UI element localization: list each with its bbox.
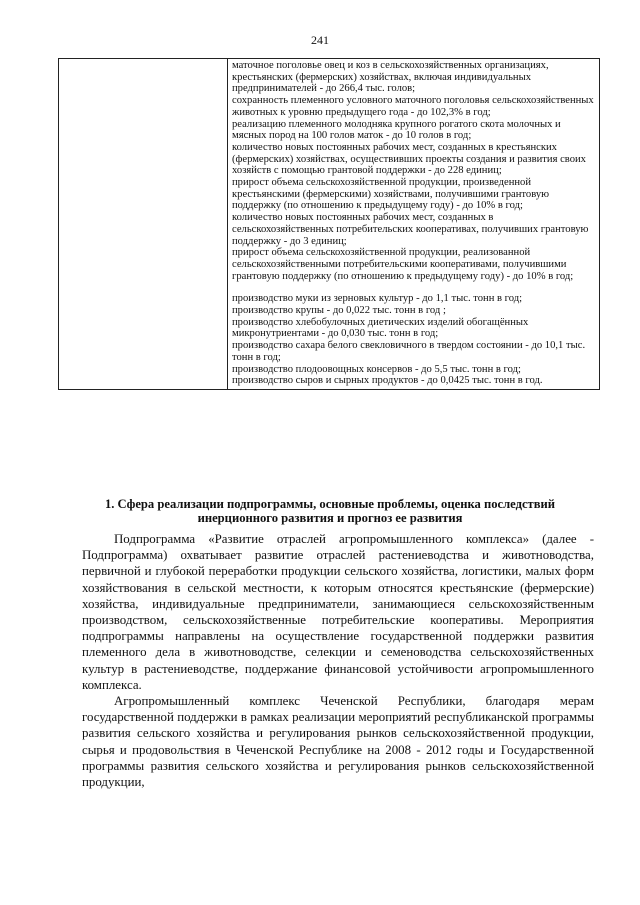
table-paragraph: количество новых постоянных рабочих мест, созданных в сельскохозяйственных потребительских кооперативах, получивших грантовую поддержку - до 3 единиц; bbox=[232, 212, 589, 247]
table-paragraph: производство крупы - до 0,022 тыс. тонн в год ; bbox=[232, 305, 446, 317]
table-paragraph: производство муки из зерновых культур - до 1,1 тыс. тонн в год; bbox=[232, 293, 523, 305]
table-paragraph: производство плодоовощных консервов - до 5,5 тыс. тонн в год; bbox=[232, 363, 521, 375]
indicators-table bbox=[58, 58, 600, 390]
paragraph-gap bbox=[232, 282, 595, 293]
body-paragraph: Агропромышленный комплекс Чеченской Республики, благодаря мерам государственной поддержки в рамках реализации мероприятий республиканской программы развития сельского хозяйства и регулирования рынков сельскохозяйственной продукции, сырья и продовольствия в Чеченской Республике на 2008 - 2012 годы и Государственной программы развития сельского хозяйства и регулирования рынков сельскохозяйственной продукции, bbox=[82, 694, 594, 790]
table-paragraph: производство сахара белого свекловичного в твердом состоянии - до 10,1 тыс. тонн в год; bbox=[232, 340, 586, 363]
body-paragraph: Подпрограмма «Развитие отраслей агропромышленного комплекса» (далее - Подпрограмма) охватывает развитие отраслей растениеводства и животноводства, первичной и глубокой переработки продукции сельского хозяйства, логистики, малых форм хозяйствования в сельской местности, к которым относятся крестьянские (фермерские) хозяйства, индивидуальные предприниматели, занимающиеся сельскохозяйственным производством, сельскохозяйственные потребительские кооперативы. Мероприятия подпрограммы направлены на осуществление государственной поддержки развития племенного дела в животноводстве, селекции и семеноводства сельскохозяйственных культур в растениеводстве, поддержание финансовой устойчивости агропромышленного комплекса. bbox=[82, 532, 594, 692]
table-paragraph: маточное поголовье овец и коз в сельскохозяйственных организациях, крестьянских (фермерских) хозяйствах, включая индивидуальных предпринимателей - до 266,4 тыс. голов; bbox=[232, 60, 549, 95]
body-text bbox=[82, 531, 594, 790]
table-row bbox=[59, 59, 600, 390]
table-paragraph: прирост объема сельскохозяйственной продукции, произведенной крестьянскими (фермерскими) хозяйствами, получившими грантовую поддержку (по отношению к предыдущему году) - до 10% в год; bbox=[232, 177, 550, 212]
section-title: 1. Сфера реализации подпрограммы, основные проблемы, оценка последствий инерционного развития и прогноз ее развития bbox=[104, 497, 556, 525]
table-paragraph: сохранность племенного условного маточного поголовья сельскохозяйственных животных к уровню предыдущего года - до 102,3% в год; bbox=[232, 95, 594, 118]
table-paragraph: реализацию племенного молодняка крупного рогатого скота молочных и мясных пород на 100 голов маток - до 10 голов в год; bbox=[232, 118, 561, 142]
table-paragraph: производство сыров и сырных продуктов - до 0,0425 тыс. тонн в год. bbox=[232, 375, 543, 387]
page-number: 241 bbox=[311, 33, 329, 47]
table-paragraph: количество новых постоянных рабочих мест, созданных в крестьянских (фермерских) хозяйствах, осуществивших проекты создания и развития своих хозяйств с помощью грантовой поддержки - до 228 единиц; bbox=[232, 141, 586, 177]
table-cell-left bbox=[59, 59, 228, 390]
table-paragraph: прирост объема сельскохозяйственной продукции, реализованной сельскохозяйственными потребительскими кооперативами, получившими грантовую поддержку (по отношению к предыдущему году) - до 10% в год; bbox=[232, 247, 574, 282]
table-cell-right bbox=[228, 59, 600, 390]
table-paragraph: производство хлебобулочных диетических изделий обогащённых микронутриентами - до 0,030 тыс. тонн в год; bbox=[232, 316, 529, 340]
